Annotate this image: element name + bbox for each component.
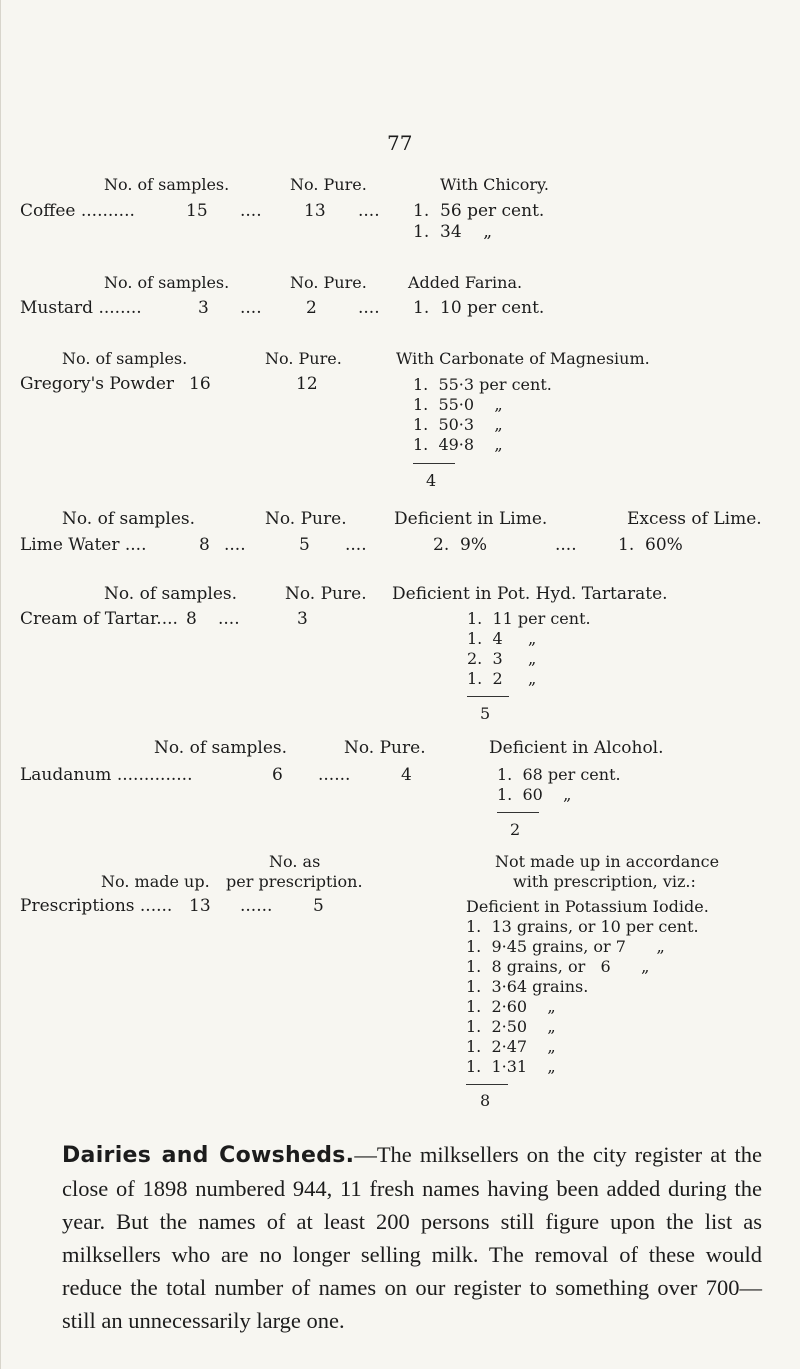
header-samples: No. of samples. [104, 175, 230, 194]
samples-value: 8 [199, 535, 210, 555]
leader-dots: .... [224, 535, 246, 555]
detail-line: 1. 11 per cent. [467, 609, 591, 628]
leader-dots: ...... [240, 896, 273, 916]
header-with-chicory: With Chicory. [440, 175, 550, 194]
total-value: 5 [480, 704, 491, 723]
header-pure: No. Pure. [265, 349, 342, 368]
detail-line: 1. 1·31 „ [466, 1057, 556, 1076]
sum-rule [497, 812, 539, 813]
header-pure: No. Pure. [285, 584, 367, 604]
detail-line: 1. 55·3 per cent. [413, 375, 552, 394]
samples-value: 6 [272, 765, 283, 785]
header-deficient-alcohol: Deficient in Alcohol. [489, 738, 664, 758]
leader-dots: .... [358, 201, 380, 221]
leader-dots: .... [345, 535, 367, 555]
detail-line: 1. 9·45 grains, or 7 „ [466, 937, 665, 956]
total-value: 2 [510, 820, 521, 839]
header-deficient-lime: Deficient in Lime. [394, 509, 548, 529]
detail-line: 1. 55·0 „ [413, 395, 503, 414]
samples-value: 15 [186, 201, 208, 221]
header-not-line2: with prescription, viz.: [513, 872, 696, 891]
header-excess-lime: Excess of Lime. [627, 509, 762, 529]
header-samples: No. of samples. [104, 273, 230, 292]
detail-line: 1. 4 „ [467, 629, 537, 648]
leader-dots: .... [240, 201, 262, 221]
detail-line: 1. 2·47 „ [466, 1037, 556, 1056]
sum-rule [467, 696, 509, 697]
header-as-line2: per prescription. [226, 872, 363, 891]
samples-value: 3 [198, 298, 209, 318]
leader-dots: .... [240, 298, 262, 318]
total-value: 8 [480, 1091, 491, 1110]
sum-rule [413, 463, 455, 464]
detail-line: 1. 68 per cent. [497, 765, 621, 784]
detail-line: 1. 2 „ [467, 669, 537, 688]
detail-line: 1. 50·3 „ [413, 415, 503, 434]
detail-line: 1. 3·64 grains. [466, 977, 589, 996]
header-made-up: No. made up. [101, 872, 210, 891]
pure-value: 2 [306, 298, 317, 318]
deficient-value: 2. 9% [433, 535, 487, 555]
detail-line: 1. 60 „ [497, 785, 572, 804]
header-deficient-tartarate: Deficient in Pot. Hyd. Tartarate. [392, 584, 668, 604]
page-number: 77 [387, 131, 413, 155]
leader-dots: ...... [318, 765, 351, 785]
as-prescribed-value: 5 [313, 896, 324, 916]
header-samples: No. of samples. [62, 509, 196, 529]
excess-value: 1. 60% [618, 535, 683, 555]
header-as-line1: No. as [269, 852, 321, 871]
header-not-line1: Not made up in accordance [495, 852, 720, 871]
pure-value: 12 [296, 374, 318, 394]
leader-dots: .... [218, 609, 240, 629]
detail-line: 1. 34 „ [413, 222, 493, 242]
row-label: Coffee .......... [20, 201, 135, 221]
row-label: Mustard ........ [20, 298, 142, 318]
leader-dots: .... [555, 535, 577, 555]
header-pure: No. Pure. [344, 738, 426, 758]
detail-line: 1. 2·50 „ [466, 1017, 556, 1036]
samples-value: 8 [186, 609, 197, 629]
row-label: Laudanum .............. [20, 765, 193, 785]
leader-dots: .... [358, 298, 380, 318]
paragraph-text: —The milksellers on the city register at the close of 1898 numbered 944, 11 fresh names having been added during the year. But the names of at least 200 persons still figure upon the list as milksellers who are no longer selling milk. The removal of these would reduce the total number of names on our register to something over 700—still an unnecessarily large one. [62, 1142, 763, 1333]
total-value: 4 [426, 471, 437, 490]
header-pure: No. Pure. [265, 509, 347, 529]
row-label: Gregory's Powder [20, 374, 175, 394]
pure-value: 5 [299, 535, 310, 555]
detail-line: 1. 13 grains, or 10 per cent. [466, 917, 699, 936]
header-added-farina: Added Farina. [408, 273, 523, 292]
detail-line: 1. 49·8 „ [413, 435, 503, 454]
dairies-paragraph [62, 1138, 762, 1337]
header-pure: No. Pure. [290, 273, 367, 292]
detail-line: 1. 10 per cent. [413, 298, 545, 318]
paragraph-heading: Dairies and Cowsheds. [62, 1143, 355, 1168]
detail-line: 1. 8 grains, or 6 „ [466, 957, 650, 976]
detail-line: 2. 3 „ [467, 649, 537, 668]
header-samples: No. of samples. [154, 738, 288, 758]
made-up-value: 13 [189, 896, 211, 916]
header-carbonate: With Carbonate of Magnesium. [396, 349, 650, 368]
sub-heading: Deficient in Potassium Iodide. [466, 897, 709, 916]
page-edge [0, 0, 9, 1369]
header-samples: No. of samples. [62, 349, 188, 368]
sum-rule [466, 1084, 508, 1085]
detail-line: 1. 56 per cent. [413, 201, 545, 221]
pure-value: 13 [304, 201, 326, 221]
pure-value: 3 [297, 609, 308, 629]
pure-value: 4 [401, 765, 412, 785]
samples-value: 16 [189, 374, 211, 394]
row-label: Lime Water .... [20, 535, 147, 555]
header-samples: No. of samples. [104, 584, 238, 604]
detail-line: 1. 2·60 „ [466, 997, 556, 1016]
header-pure: No. Pure. [290, 175, 367, 194]
row-label: Cream of Tartar.... [20, 609, 178, 629]
row-label: Prescriptions ...... [20, 896, 173, 916]
